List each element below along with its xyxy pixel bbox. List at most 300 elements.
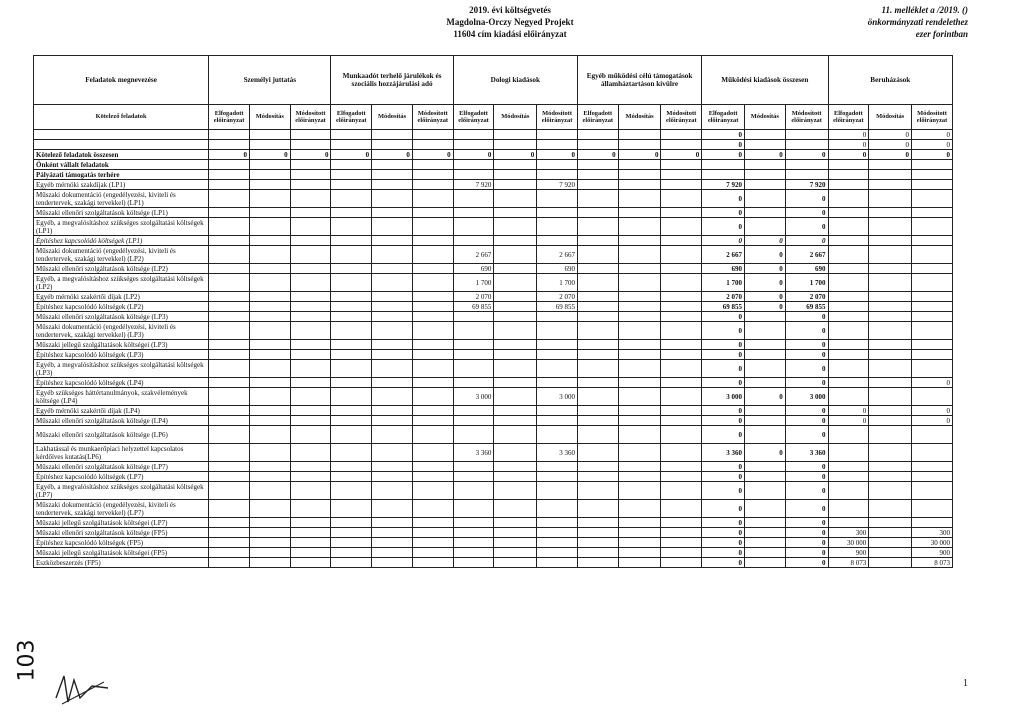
table-cell: 0 [869,140,912,150]
table-cell [618,416,661,426]
table-row [34,302,953,312]
table-cell [372,218,413,236]
table-cell [869,462,912,472]
table-cell [453,140,494,150]
table-cell [331,482,372,500]
table-cell: 0 [702,208,745,218]
row-label: Építéshez kapcsolódó költségek (LP4) [34,378,209,388]
table-cell [290,462,331,472]
table-cell: 0 [702,322,745,340]
table-cell [412,548,453,558]
row-label: Egyéb mérnöki szakértői díjak (LP4) [34,406,209,416]
table-cell [372,292,413,302]
table-cell [577,426,618,444]
table-cell [577,312,618,322]
table-cell [618,548,661,558]
table-row [34,218,953,236]
table-cell [331,264,372,274]
table-cell [828,388,869,406]
table-row [34,416,953,426]
table-cell: 2 070 [453,292,494,302]
table-row [34,472,953,482]
table-cell: 900 [912,548,953,558]
table-cell: 0 [785,208,828,218]
table-cell [290,558,331,568]
table-cell: 1 700 [453,274,494,292]
table-cell [618,472,661,482]
table-cell: 0 [785,378,828,388]
table-cell: 0 [785,190,828,208]
table-cell [869,360,912,378]
table-cell [209,340,250,350]
table-cell [290,500,331,518]
table-cell [537,236,578,246]
table-cell [494,170,537,180]
table-cell: 0 [785,340,828,350]
table-cell [209,190,250,208]
table-cell: 0 [618,150,661,160]
table-row [34,548,953,558]
table-cell [494,500,537,518]
subheader-modification: Módosítás [494,105,537,130]
header-line1: 2019. évi költségvetés [469,5,551,15]
table-cell [372,406,413,416]
table-cell [209,528,250,538]
table-cell [249,160,290,170]
table-cell [869,518,912,528]
table-cell [249,538,290,548]
table-cell [331,130,372,140]
table-cell [661,302,702,312]
subheader-modification: Módosítás [618,105,661,130]
table-cell [494,548,537,558]
table-row [34,292,953,302]
header-line3: 11604 cím kiadási előirányzat [453,29,567,39]
table-cell [661,378,702,388]
table-cell [412,190,453,208]
table-cell [661,180,702,190]
table-cell [290,292,331,302]
table-cell: 0 [249,150,290,160]
subheader-modification: Módosítás [744,105,785,130]
table-cell: 0 [702,378,745,388]
subheader-modified: Módosított előirányzat [661,105,702,130]
subheader-modification: Módosítás [372,105,413,130]
table-cell: 0 [912,416,953,426]
table-cell [290,180,331,190]
table-cell: 1 700 [702,274,745,292]
table-cell [453,218,494,236]
table-cell [249,416,290,426]
col-group-operating-total: Működési kiadások összesen [702,56,828,105]
table-cell [249,426,290,444]
table-cell [249,180,290,190]
col-group-other-support: Egyéb működési célú támogatások államháztartáson kívülre [577,56,701,105]
table-cell [412,378,453,388]
table-cell: 0 [785,360,828,378]
table-cell [744,548,785,558]
table-cell [372,558,413,568]
table-cell [331,322,372,340]
table-cell [331,350,372,360]
table-cell [494,218,537,236]
table-cell [209,160,250,170]
table-cell [661,170,702,180]
table-cell [453,462,494,472]
table-cell [661,140,702,150]
table-cell [372,322,413,340]
row-label: Műszaki jellegű szolgáltatások költségei (LP7) [34,518,209,528]
table-cell: 0 [744,444,785,462]
table-cell [618,312,661,322]
table-cell [828,218,869,236]
table-cell [209,406,250,416]
table-cell [209,360,250,378]
table-cell [912,264,953,274]
annex-line1: 11. melléklet a /2019. () [881,5,968,15]
table-cell [577,406,618,416]
table-cell [618,558,661,568]
table-row [34,170,953,180]
table-cell [494,264,537,274]
table-cell [494,538,537,548]
table-cell: 0 [702,190,745,208]
table-cell: 0 [331,150,372,160]
table-cell: 7 920 [537,180,578,190]
table-cell: 0 [785,322,828,340]
table-cell [912,236,953,246]
table-cell: 0 [744,292,785,302]
table-cell [828,378,869,388]
table-cell [290,406,331,416]
table-cell [209,462,250,472]
table-cell [869,500,912,518]
table-cell [209,180,250,190]
table-cell [331,340,372,350]
table-cell [869,472,912,482]
table-cell [577,472,618,482]
table-cell: 0 [828,140,869,150]
table-cell [869,426,912,444]
table-cell: 0 [702,218,745,236]
table-cell [828,208,869,218]
table-cell [249,312,290,322]
table-cell: 0 [702,236,745,246]
table-cell: 3 000 [785,388,828,406]
table-cell [577,218,618,236]
table-cell [537,462,578,472]
table-cell [577,462,618,472]
table-cell [618,170,661,180]
table-cell: 0 [702,140,745,150]
table-cell [537,322,578,340]
table-cell [209,246,250,264]
table-cell [618,302,661,312]
table-cell [912,340,953,350]
table-cell [537,416,578,426]
table-cell: 0 [785,472,828,482]
table-cell [577,538,618,548]
table-cell [744,416,785,426]
table-cell [249,406,290,416]
document-header [400,4,620,40]
table-cell [209,302,250,312]
table-cell [744,160,785,170]
table-row [34,538,953,548]
table-cell [744,180,785,190]
table-cell [744,140,785,150]
row-label: Eszközbeszerzés (FP5) [34,558,209,568]
table-cell [290,274,331,292]
table-cell [618,208,661,218]
table-cell [331,388,372,406]
table-cell [412,426,453,444]
table-cell: 2 070 [702,292,745,302]
table-cell [577,180,618,190]
table-cell [249,246,290,264]
table-cell [661,528,702,538]
table-cell: 0 [702,462,745,472]
table-cell: 690 [453,264,494,274]
table-row [34,518,953,528]
table-cell [453,500,494,518]
table-cell: 0 [209,150,250,160]
table-cell [494,528,537,538]
table-cell [537,518,578,528]
table-cell [785,140,828,150]
table-cell [661,322,702,340]
table-cell [494,388,537,406]
table-cell [249,360,290,378]
table-cell [249,472,290,482]
table-cell [577,378,618,388]
table-cell [828,302,869,312]
table-cell [618,160,661,170]
table-cell [828,236,869,246]
subheader-modified: Módosított előirányzat [412,105,453,130]
table-cell [828,160,869,170]
table-cell [661,462,702,472]
table-cell [209,292,250,302]
table-cell [494,292,537,302]
table-cell [372,302,413,312]
table-cell [537,360,578,378]
table-cell: 0 [785,236,828,246]
table-cell [828,170,869,180]
table-row [34,360,953,378]
table-cell [372,274,413,292]
table-cell [577,140,618,150]
table-cell [209,130,250,140]
table-cell [249,292,290,302]
table-cell [869,416,912,426]
table-cell: 7 920 [702,180,745,190]
table-cell: 0 [702,406,745,416]
table-cell [453,406,494,416]
col-group-personnel: Személyi juttatás [209,56,331,105]
table-cell [209,472,250,482]
table-cell: 0 [912,406,953,416]
table-cell [828,518,869,528]
table-cell [249,130,290,140]
table-cell [869,378,912,388]
table-cell [209,518,250,528]
subheader-approved: Elfogadott előirányzat [453,105,494,130]
table-cell [661,190,702,208]
table-cell: 30 000 [912,538,953,548]
table-cell [494,190,537,208]
col-group-tasks: Feladatok megnevezése [34,56,209,105]
table-cell [209,426,250,444]
table-cell [828,180,869,190]
table-cell [661,388,702,406]
header-line2: Magdolna-Orczy Negyed Projekt [446,17,574,27]
table-cell [869,528,912,538]
table-cell [209,208,250,218]
table-cell [494,406,537,416]
table-cell [869,548,912,558]
table-cell [453,312,494,322]
row-label: Egyéb, a megvalósításhoz szükséges szolgáltatási költségek (LP1) [34,218,209,236]
table-cell [912,462,953,472]
table-row [34,378,953,388]
table-cell: 0 [744,150,785,160]
table-cell [453,340,494,350]
handwritten-page-mark: 103 [14,639,40,682]
table-cell [372,482,413,500]
table-cell [537,472,578,482]
table-cell [412,170,453,180]
table-cell [209,312,250,322]
table-cell: 0 [744,274,785,292]
table-cell [537,378,578,388]
table-cell [912,292,953,302]
table-cell [912,426,953,444]
subheader-modification: Módosítás [249,105,290,130]
table-cell [494,208,537,218]
table-cell [869,538,912,548]
table-cell: 3 360 [537,444,578,462]
row-label: Építéshez kapcsolódó költségek (LP3) [34,350,209,360]
table-cell [249,302,290,312]
table-cell [828,264,869,274]
table-cell [537,208,578,218]
table-cell [661,160,702,170]
table-cell [209,218,250,236]
table-cell [372,518,413,528]
table-cell [412,538,453,548]
table-cell [372,528,413,538]
table-cell: 300 [828,528,869,538]
subheader-approved: Elfogadott előirányzat [209,105,250,130]
row-label: Egyéb, a megvalósításhoz szükséges szolgáltatási költségek (LP7) [34,482,209,500]
table-cell [331,548,372,558]
table-cell: 0 [702,518,745,528]
table-cell [661,558,702,568]
table-cell [618,322,661,340]
table-cell [537,340,578,350]
table-cell [249,500,290,518]
table-cell [290,246,331,264]
table-cell [494,322,537,340]
table-cell [912,274,953,292]
table-cell [618,482,661,500]
table-cell [537,130,578,140]
table-cell [537,350,578,360]
table-cell: 0 [912,150,953,160]
table-cell: 0 [785,518,828,528]
table-cell [249,518,290,528]
row-label: Egyéb mérnöki szakdíjak (LP1) [34,180,209,190]
table-cell [372,472,413,482]
table-cell [661,416,702,426]
table-cell [661,500,702,518]
table-cell [412,444,453,462]
table-cell [828,312,869,322]
table-cell [412,180,453,190]
table-cell [828,190,869,208]
table-cell [744,130,785,140]
table-row [34,150,953,160]
subheader-modified: Módosított előirányzat [785,105,828,130]
table-cell [331,472,372,482]
table-cell [249,170,290,180]
table-cell [661,360,702,378]
table-cell [249,190,290,208]
table-cell [372,246,413,264]
table-cell [412,302,453,312]
table-cell: 2 667 [785,246,828,264]
table-cell [577,444,618,462]
table-row [34,130,953,140]
table-cell: 7 920 [453,180,494,190]
table-cell: 0 [577,150,618,160]
table-cell: 0 [702,558,745,568]
table-cell [249,236,290,246]
table-row [34,388,953,406]
table-cell [618,462,661,472]
table-cell [331,190,372,208]
table-cell [661,208,702,218]
table-cell: 0 [702,528,745,538]
table-cell [869,274,912,292]
table-cell: 0 [453,150,494,160]
table-cell [494,472,537,482]
table-cell [869,302,912,312]
table-cell: 690 [537,264,578,274]
table-cell [331,416,372,426]
table-cell [869,264,912,274]
table-cell: 2 070 [785,292,828,302]
table-cell [618,140,661,150]
table-cell [209,500,250,518]
table-cell [744,518,785,528]
table-cell: 69 855 [785,302,828,312]
table-cell [209,548,250,558]
table-cell [912,350,953,360]
table-cell [331,462,372,472]
subheader-modified: Módosított előirányzat [290,105,331,130]
table-cell [331,160,372,170]
table-cell [744,208,785,218]
subheader-modified: Módosított előirányzat [537,105,578,130]
col-group-material: Dologi kiadások [453,56,577,105]
table-cell [912,190,953,208]
table-cell [494,482,537,500]
table-cell [537,538,578,548]
table-cell [331,140,372,150]
table-cell [785,130,828,140]
